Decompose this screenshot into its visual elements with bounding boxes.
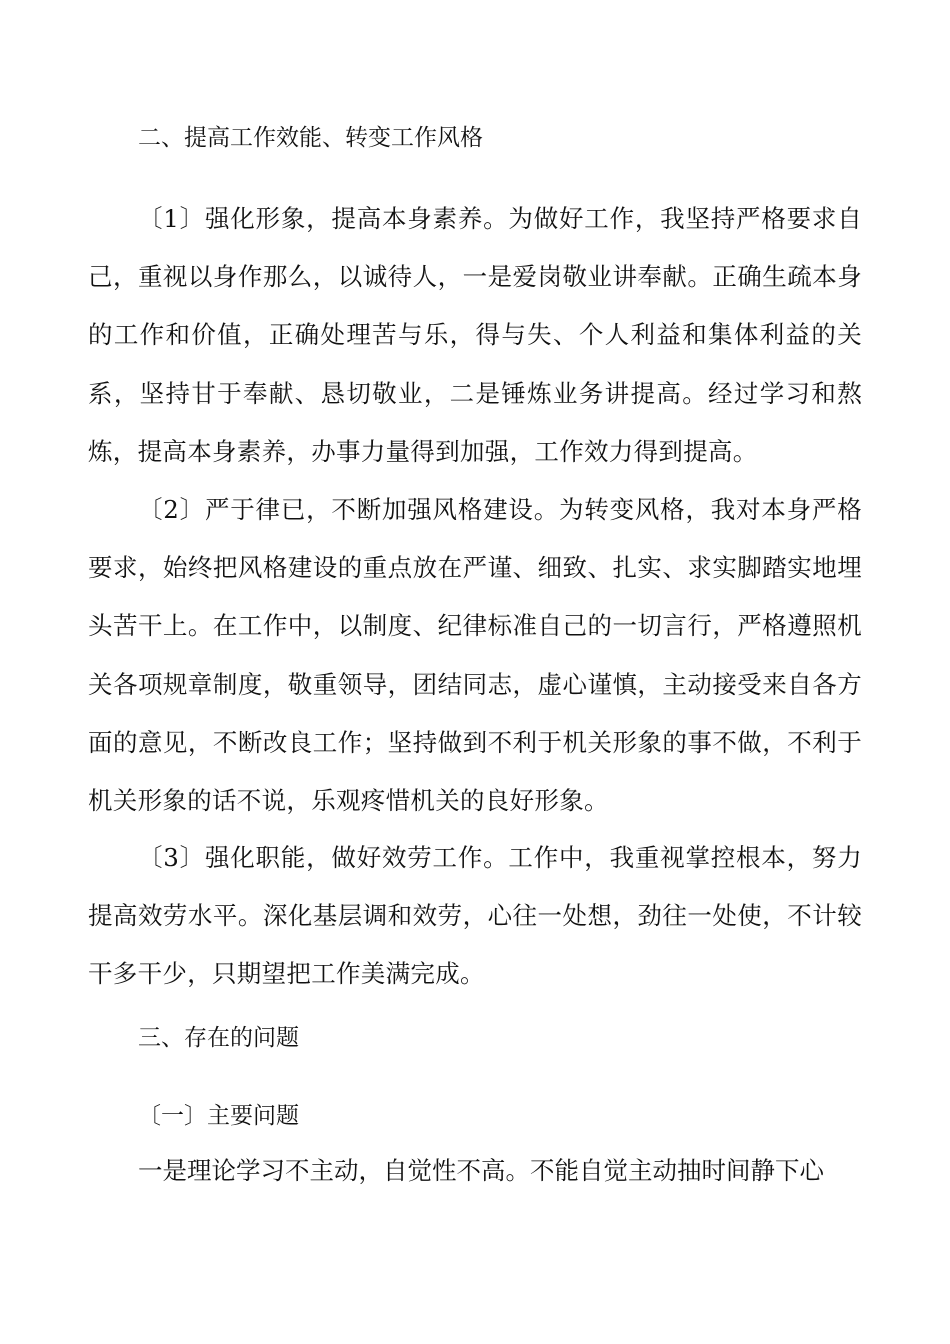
section-heading-existing-problems: 三、存在的问题 bbox=[138, 1025, 299, 1051]
paragraph-self-discipline: 〔2〕严于律已，不断加强风格建设。为转变风格，我对本身严格要求，始终把风格建设的重点放在严谨、细致、扎实、求实脚踏实地埋头苦干上。在工作中，以制度、纪律标准自己的一切言行，严格遵照机关各项规章制度，敬重领导，团结同志，虚心谨慎，主动接受来自各方面的意见，不断改良工作；坚持做到不利于机关形象的事不做，不利于机关形象的话不说，乐观疼惜机关的良好形象。 bbox=[88, 495, 862, 816]
paragraph-theory-study: 一是理论学习不主动，自觉性不高。不能自觉主动抽时间静下心 bbox=[138, 1156, 824, 1185]
paragraph-service-work: 〔3〕强化职能，做好效劳工作。工作中，我重视掌控根本，努力提高效劳水平。深化基层调和效劳，心往一处想，劲往一处使，不计较干多干少，只期望把工作美满完成。 bbox=[88, 843, 862, 989]
subsection-heading-main-problems: 〔一〕主要问题 bbox=[138, 1103, 299, 1129]
paragraph-strengthen-image: 〔1〕强化形象，提高本身素养。为做好工作，我坚持严格要求自己，重视以身作那么，以诚待人，一是爱岗敬业讲奉献。正确生疏本身的工作和价值，正确处理苦与乐，得与失、个人利益和集体利益的关系，坚持甘于奉献、恳切敬业，二是锤炼业务讲提高。经过学习和熬炼，提高本身素养，办事力量得到加强，工作效力得到提高。 bbox=[88, 204, 862, 466]
section-heading-work-efficiency: 二、提高工作效能、转变工作风格 bbox=[138, 125, 483, 151]
